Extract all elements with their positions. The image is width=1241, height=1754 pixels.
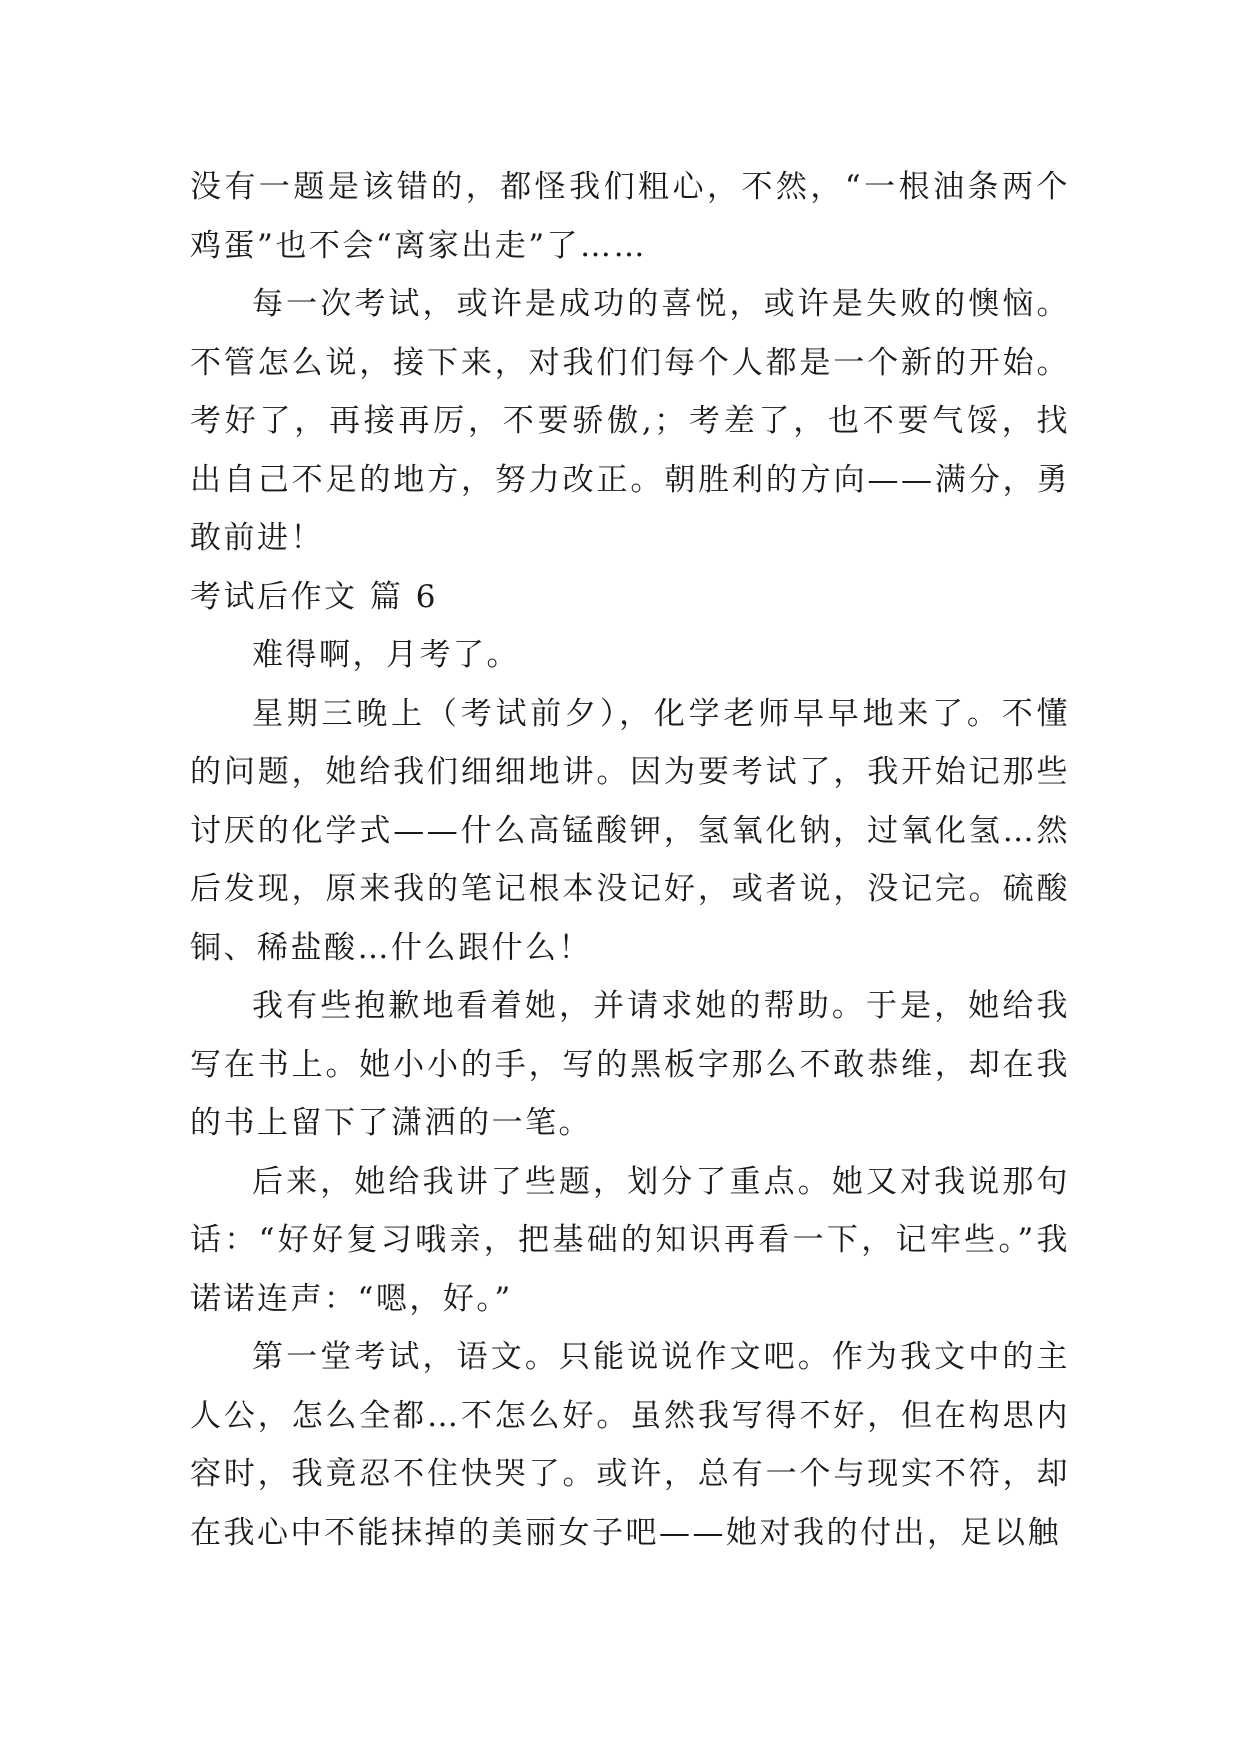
paragraph: 后来，她给我讲了些题，划分了重点。她又对我说那句话：“好好复习哦亲，把基础的知识再看一下，记牢些。”我诺诺连声：“嗯，好。” — [190, 1163, 1070, 1317]
paragraph: 第一堂考试，语文。只能说说作文吧。作为我文中的主人公，怎么全都…不怎么好。虽然我写得不好，但在构思内容时，我竟忍不住快哭了。或许，总有一个与现实不符，却在我心中不能抹掉的美丽女子吧——她对我的付出，足以触 — [190, 1339, 1070, 1551]
paragraph: 我有些抱歉地看着她，并请求她的帮助。于是，她给我写在书上。她小小的手，写的黑板字那么不敢恭维，却在我的书上留下了潇洒的一笔。 — [190, 988, 1070, 1141]
paragraph-continuation: 没有一题是该错的，都怪我们粗心，不然，“一根油条两个鸡蛋”也不会“离家出走”了…… — [190, 169, 1070, 264]
paragraph: 难得啊，月考了。 — [252, 637, 520, 673]
section-heading: 考试后作文 篇 6 — [190, 578, 438, 615]
paragraph: 星期三晚上（考试前夕），化学老师早早地来了。不懂的问题，她给我们细细地讲。因为要考试了，我开始记那些讨厌的化学式——什么高锰酸钾，氢氧化钠，过氧化氢…然后发现，原来我的笔记根本没记好，或者说，没记完。硫酸铜、稀盐酸…什么跟什么！ — [190, 695, 1070, 966]
document-page — [190, 158, 1070, 1562]
paragraph: 每一次考试，或许是成功的喜悦，或许是失败的懊恼。不管怎么说，接下来，对我们们每个人都是一个新的开始。考好了，再接再厉，不要骄傲,；考差了，也不要气馁，找出自己不足的地方，努力改正。朝胜利的方向——满分，勇敢前进！ — [190, 286, 1070, 556]
